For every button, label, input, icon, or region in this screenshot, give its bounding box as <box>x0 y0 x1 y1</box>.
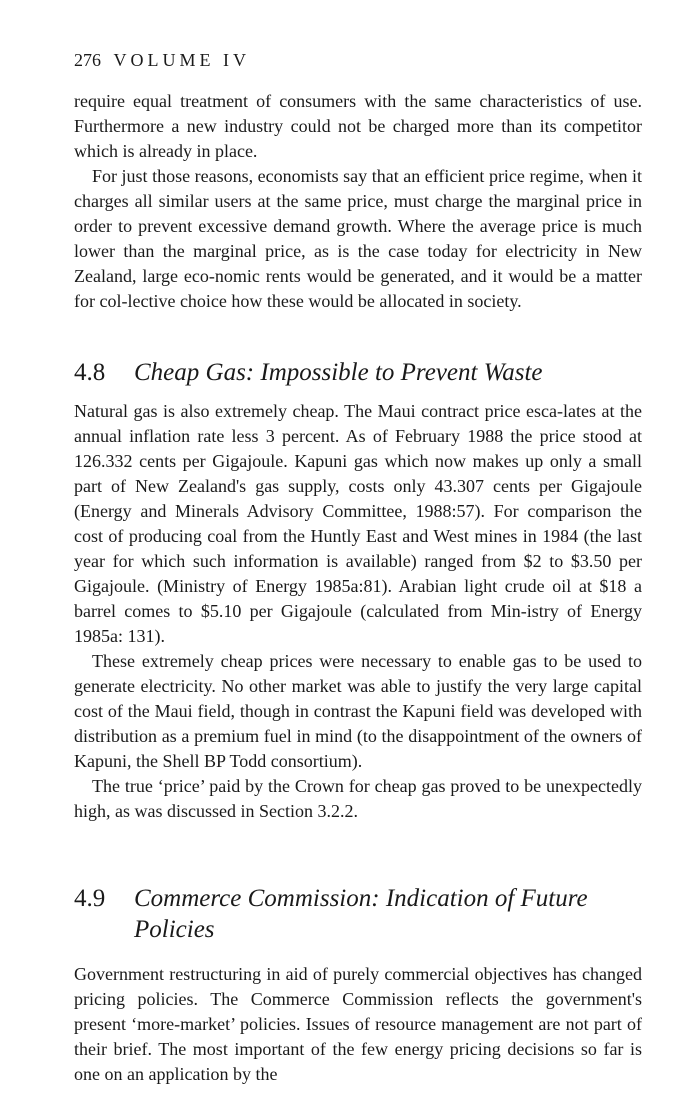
volume-label: VOLUME IV <box>113 50 250 70</box>
running-head <box>74 50 250 71</box>
section-title: Commerce Commission: Indication of Future Policies <box>134 885 588 943</box>
paragraph: Government restructuring in aid of purely commercial objectives has changed pricing policies. The Commerce Commission reflects the government's present ‘more-market’ policies. Issues of resource management are not part of their brief. The most important of the few energy pricing decisions so far is one on an application by the <box>74 964 642 1084</box>
paragraph: require equal treatment of consumers with the same characteristics of use. Furthermore a new industry could not be charged more than its competitor which is already in place. <box>74 91 642 161</box>
paragraph: Natural gas is also extremely cheap. The Maui contract price esca-lates at the annual inflation rate less 3 percent. As of February 1988 the price stood at 126.332 cents per Gigajoule. Kapuni gas which now makes up only a small part of New Zealand's gas supply, costs only 43.307 cents per Gigajoule (Energy and Minerals Advisory Committee, 1988:57). For comparison the cost of producing coal from the Huntly East and West mines in 1984 (the last year for which such information is available) ranged from $2 to $3.50 per Gigajoule. (Ministry of Energy 1985a:81). Arabian light crude oil at $18 a barrel comes to $5.10 per Gigajoule (calculated from Min-istry of Energy 1985a: 131). <box>74 401 642 646</box>
intro-text <box>74 89 642 314</box>
section-number: 4.8 <box>74 359 106 386</box>
page-number: 276 <box>74 50 101 70</box>
section-number: 4.9 <box>74 885 106 912</box>
section-4-9-body <box>74 962 642 1087</box>
section-title: Cheap Gas: Impossible to Prevent Waste <box>134 359 543 386</box>
section-4-8-body <box>74 399 642 824</box>
section-heading-4-9 <box>74 883 642 945</box>
section-heading-4-8 <box>74 357 642 388</box>
paragraph: The true ‘price’ paid by the Crown for cheap gas proved to be unexpectedly high, as was discussed in Section 3.2.2. <box>74 776 642 821</box>
paragraph: These extremely cheap prices were necessary to enable gas to be used to generate electricity. No other market was able to justify the very large capital cost of the Maui field, though in contrast the Kapuni field was developed with distribution as a premium fuel in mind (to the disappointment of the owners of Kapuni, the Shell BP Todd consortium). <box>74 651 642 771</box>
paragraph: For just those reasons, economists say that an efficient price regime, when it charges all similar users at the same price, must charge the marginal price in order to prevent excessive demand growth. Where the average price is much lower than the marginal price, as is the case today for electricity in New Zealand, large eco-nomic rents would be generated, and it would be a matter for col-lective choice how these would be allocated in society. <box>74 166 642 311</box>
